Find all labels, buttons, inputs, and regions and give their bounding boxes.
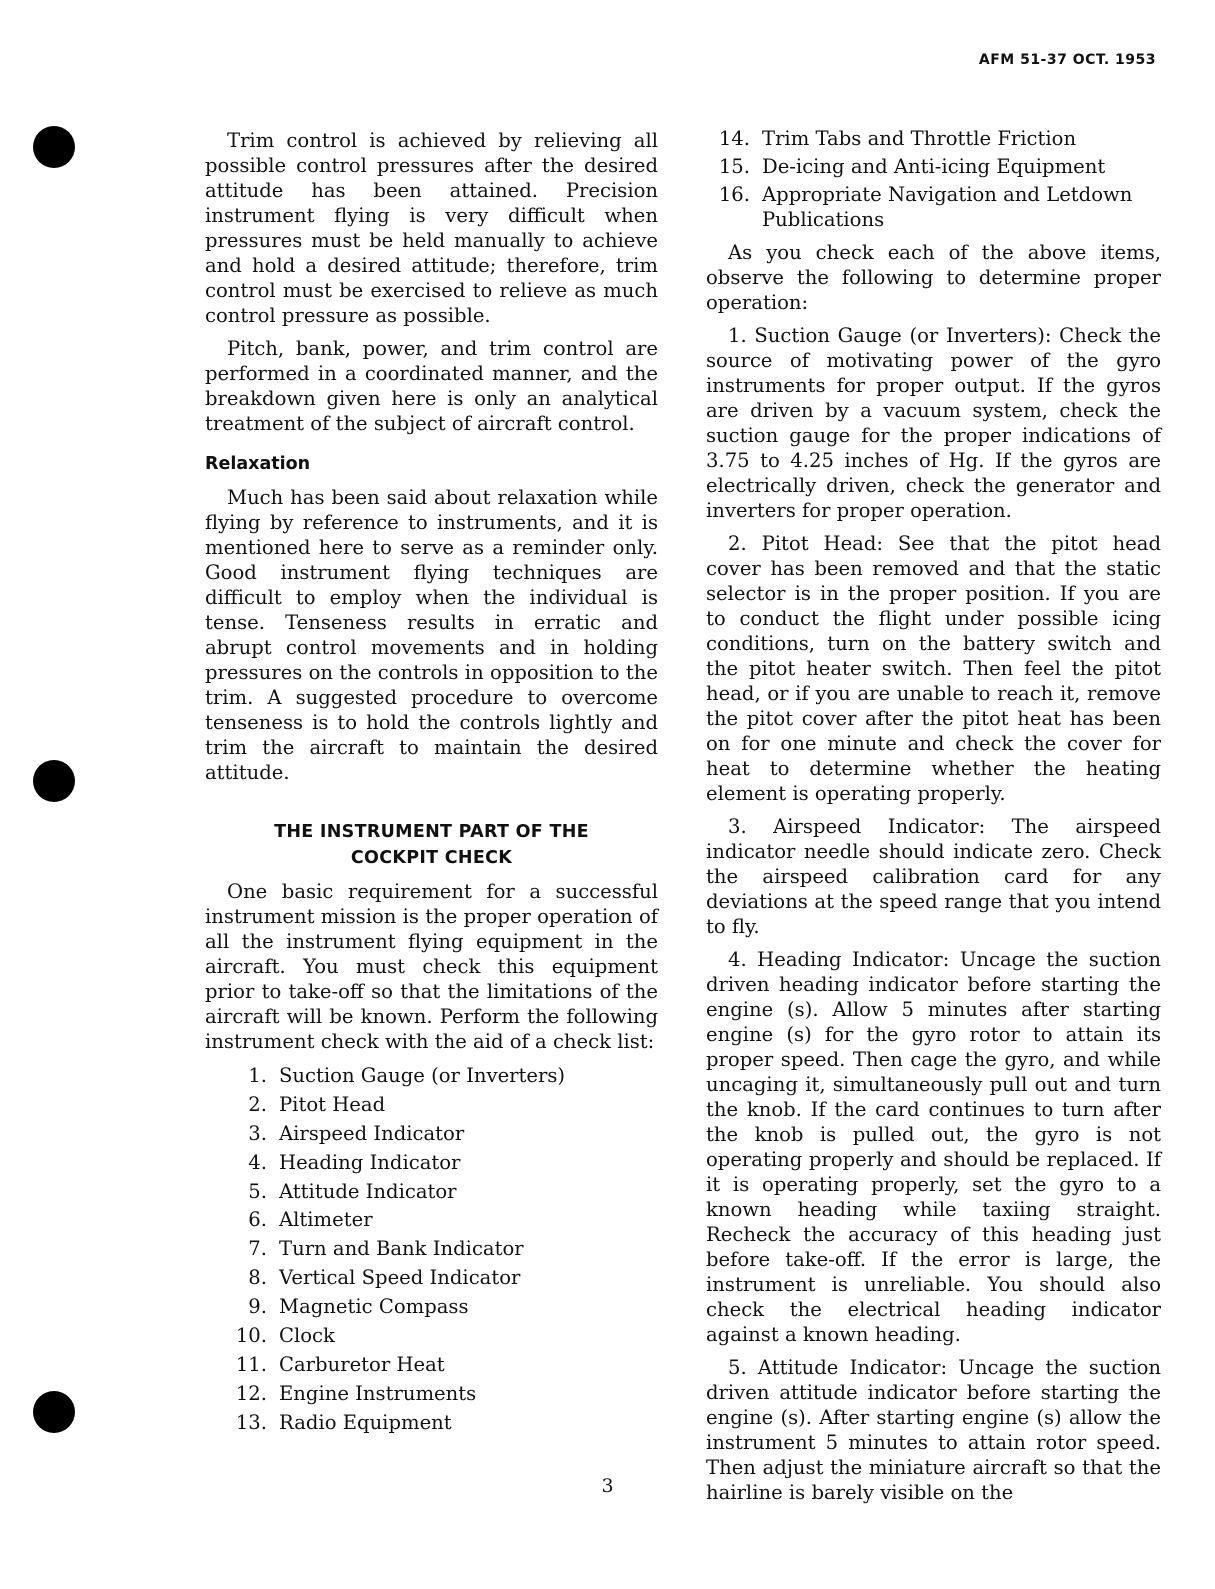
section-heading [205, 819, 658, 871]
binder-hole-1 [33, 126, 75, 168]
list-item: 2. Pitot Head [248, 1092, 386, 1116]
list-item: 12. Engine Instruments [235, 1381, 477, 1405]
section-heading-line1: THE INSTRUMENT PART OF THE [274, 822, 589, 842]
list-item: 8. Vertical Speed Indicator [248, 1266, 521, 1290]
attitude-indicator-paragraph: 5. Attitude Indicator: Uncage the suction driven attitude indicator before starting the engine (s). After starting engine (s) allow the instrument 5 minutes to attain rotor speed. Then adjust the miniature aircraft so that the hairline is barely visible on the [706, 1356, 1161, 1504]
pitot-head-paragraph: 2. Pitot Head: See that the pitot head cover has been removed and that the static selector is in the proper position. If you are to conduct the flight under possible icing conditions, turn on the battery switch and the pitot heater switch. Then feel the pitot head, or if you are unable to reach it, remove the pitot cover after the pitot heat has been on for one minute and check the cover for heat to determine whether the heating element is operating properly. [706, 532, 1161, 805]
checklist [205, 1062, 658, 1438]
page-number: 3 [601, 1475, 614, 1497]
list-item: 7. Turn and Bank Indicator [248, 1237, 524, 1261]
list-item: 13. Radio Equipment [235, 1410, 452, 1434]
list-item: 6. Altimeter [248, 1208, 373, 1232]
cockpit-check-paragraph: One basic requirement for a successful instrument mission is the proper operation of all the instrument flying equipment in the aircraft. You must check this equipment prior to take-off so that the limitations of the aircraft will be known. Perform the following instrument check with the aid of a check list: [205, 880, 658, 1053]
list-item: 15. De-icing and Anti-icing Equipment [718, 155, 1106, 178]
right-column [706, 128, 1161, 1513]
list-item: 11. Carburetor Heat [235, 1352, 445, 1376]
list-item: 14. Trim Tabs and Throttle Friction [718, 127, 1077, 150]
binder-hole-3 [33, 1391, 75, 1433]
checklist-continued [706, 126, 1161, 232]
heading-indicator-paragraph: 4. Heading Indicator: Uncage the suction driven heading indicator before starting the engine (s). Allow 5 minutes after starting engine (s) for the gyro rotor to attain its proper speed. Then cage the gyro, and while uncaging it, simultaneously pull out and turn the knob. If the card continues to turn after the knob is pulled out, the gyro is not operating properly and should be replaced. If it is operating properly, set the gyro to a known heading while taxiing straight. Recheck the accuracy of this heading just before take-off. If the error is large, the instrument is unreliable. You should also check the electrical heading indicator against a known heading. [706, 948, 1161, 1346]
check-intro-paragraph: As you check each of the above items, observe the following to determine proper operation: [706, 241, 1161, 314]
trim-control-paragraph: Trim control is achieved by relieving all possible control pressures after the desired attitude has been attained. Precision instrument flying is very difficult when pressures must be held manually to achieve and hold a desired attitude; therefore, trim control must be exercised to relieve as much control pressure as possible. [205, 129, 658, 327]
list-item: 5. Attitude Indicator [248, 1179, 457, 1203]
relaxation-paragraph: Much has been said about relaxation while flying by reference to instruments, and it is mentioned here to serve as a reminder only. Good instrument flying techniques are difficult to employ when the individual is tense. Tenseness results in erratic and abrupt control movements and in holding pressures on the controls in opposition to the trim. A suggested procedure to overcome tenseness is to hold the controls lightly and trim the aircraft to maintain the desired attitude. [205, 486, 658, 784]
list-item: 3. Airspeed Indicator [248, 1121, 465, 1145]
list-item: 4. Heading Indicator [248, 1150, 461, 1174]
list-item: 10. Clock [235, 1324, 335, 1348]
suction-gauge-paragraph: 1. Suction Gauge (or Inverters): Check the source of motivating power of the gyro instruments for proper output. If the gyros are driven by a vacuum system, check the suction gauge for the proper indications of 3.75 to 4.25 inches of Hg. If the gyros are electrically driven, check the generator and inverters for proper operation. [706, 324, 1161, 522]
airspeed-indicator-paragraph: 3. Airspeed Indicator: The airspeed indicator needle should indicate zero. Check the airspeed calibration card for any deviations at the speed range that you intend to fly. [706, 815, 1161, 938]
relaxation-heading: Relaxation [205, 454, 311, 474]
left-column [205, 128, 658, 1446]
binder-hole-2 [33, 760, 75, 802]
list-item: 9. Magnetic Compass [248, 1295, 469, 1319]
section-heading-line2: COCKPIT CHECK [350, 848, 513, 868]
list-item: 1. Suction Gauge (or Inverters) [248, 1064, 566, 1087]
page-header: AFM 51-37 OCT. 1953 [978, 52, 1156, 68]
coordination-paragraph: Pitch, bank, power, and trim control are performed in a coordinated manner, and the breakdown given here is only an analytical treatment of the subject of aircraft control. [205, 337, 658, 435]
list-item: 16. Appropriate Navigation and Letdown Publications [718, 183, 1133, 231]
